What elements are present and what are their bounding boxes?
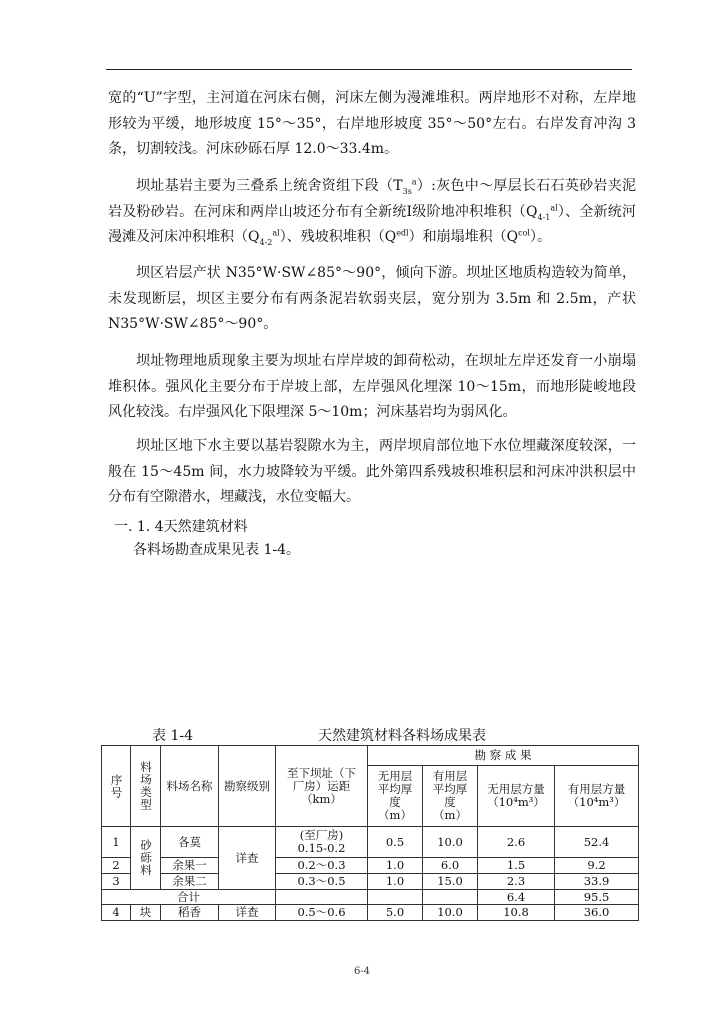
cell-name: 稻香 bbox=[161, 905, 219, 921]
header-waste-thickness: 无用层 平均厚 度 （m） bbox=[368, 766, 423, 827]
cell-useful-volume: 33.9 bbox=[555, 874, 639, 890]
header-useful-thickness: 有用层 平均厚 度 （m） bbox=[423, 766, 478, 827]
cell-level: 详查 bbox=[219, 827, 276, 890]
header-useful-volume: 有用层方量 （10⁴m³） bbox=[555, 766, 639, 827]
cell-waste-volume: 1.5 bbox=[478, 858, 555, 874]
cell-useful-thickness: 10.0 bbox=[423, 905, 478, 921]
cell-distance: 0.5～0.6 bbox=[276, 905, 368, 921]
header-name: 料场名称 bbox=[161, 746, 219, 827]
table-row bbox=[102, 905, 639, 921]
cell-seq: 3 bbox=[102, 874, 131, 890]
table-label: 表 1-4 bbox=[152, 728, 193, 744]
header-distance: 至下坝址（下 厂房）运距 （km） bbox=[276, 746, 368, 827]
cell-distance: 0.2～0.3 bbox=[276, 858, 368, 874]
header-type: 料场类型 bbox=[131, 746, 161, 827]
cell-seq: 4 bbox=[102, 905, 131, 921]
cell-name: 余果二 bbox=[161, 874, 219, 890]
table-row bbox=[102, 874, 639, 890]
cell-type-block: 块 bbox=[131, 905, 161, 921]
cell-seq: 2 bbox=[102, 858, 131, 874]
cell-empty bbox=[276, 890, 368, 905]
materials-table bbox=[101, 745, 639, 921]
header-waste-volume: 无用层方量 （10⁴m³） bbox=[478, 766, 555, 827]
cell-level: 详查 bbox=[219, 905, 276, 921]
table-title: 天然建筑材料各料场成果表 bbox=[318, 728, 486, 744]
cell-useful-volume: 36.0 bbox=[555, 905, 639, 921]
cell-waste-volume: 2.3 bbox=[478, 874, 555, 890]
cell-total-useful-volume: 95.5 bbox=[555, 890, 639, 905]
paragraph-bedrock: 坝址基岩主要为三叠系上统舍资组下段$(T_{3s}^a)$:灰色中～厚层长石石英砂岩夹泥岩及粉砂岩。在河床和两岸山坡还分布有全新统Ⅰ级阶地冲积堆积$(Q_{4-1}^{al})$、全新统河漫滩及河床冲积堆积$(Q_{4-2}^{al})$、残坡积堆积$(Q^{edl})$和崩塌堆积$(Q^{col})$。 bbox=[108, 177, 636, 247]
cell-waste-thickness: 1.0 bbox=[368, 858, 423, 874]
section-note: 各料场勘查成果见表 1-4。 bbox=[133, 542, 300, 558]
cell-total-label: 合计 bbox=[102, 890, 276, 905]
section-heading: 一. 1. 4天然建筑材料 bbox=[114, 519, 248, 535]
table-row bbox=[102, 858, 639, 874]
header-results: 勘 察 成 果 bbox=[368, 746, 639, 766]
cell-empty bbox=[423, 890, 478, 905]
cell-useful-volume: 9.2 bbox=[555, 858, 639, 874]
paragraph-physical-geology: 坝址物理地质现象主要为坝址右岸岸坡的卸荷松动，在坝址左岸还发育一小崩塌堆积体。强风化主要分布于岸坡上部，左岸强风化埋深 10～15m，而地形陡峻地段风化较浅。右岸强风化下限埋深 5～10m；河床基岩均为弱风化。 bbox=[108, 353, 636, 420]
cell-distance: 0.3～0.5 bbox=[276, 874, 368, 890]
cell-waste-thickness: 5.0 bbox=[368, 905, 423, 921]
cell-waste-thickness: 1.0 bbox=[368, 874, 423, 890]
paragraph-groundwater: 坝址区地下水主要以基岩裂隙水为主，两岸坝肩部位地下水位埋藏深度较深，一般在 15～45m 间，水力坡降较为平缓。此外第四系残坡积堆积层和河床冲洪积层中分布有空隙潜水，埋藏浅，水位变幅大。 bbox=[108, 438, 636, 505]
page-number: 6-4 bbox=[353, 966, 371, 977]
cell-distance: (至厂房) 0.15-0.2 bbox=[276, 827, 368, 858]
cell-useful-thickness: 15.0 bbox=[423, 874, 478, 890]
table-row bbox=[102, 827, 639, 858]
cell-waste-thickness: 0.5 bbox=[368, 827, 423, 858]
cell-useful-thickness: 10.0 bbox=[423, 827, 478, 858]
cell-empty bbox=[368, 890, 423, 905]
header-level: 勘察级别 bbox=[219, 746, 276, 827]
cell-name: 各莫 bbox=[161, 827, 219, 858]
cell-waste-volume: 2.6 bbox=[478, 827, 555, 858]
cell-waste-volume: 10.8 bbox=[478, 905, 555, 921]
cell-type-gravel: 砂砾料 bbox=[131, 827, 161, 890]
table-total-row bbox=[102, 890, 639, 905]
cell-seq: 1 bbox=[102, 827, 131, 858]
paragraph-rock-attitude: 坝区岩层产状 N35°W·SW∠85°～90°，倾向下游。坝址区地质构造较为简单，未发现断层，坝区主要分布有两条泥岩软弱夹层，宽分别为 3.5m 和 2.5m，产状 N35°W·SW∠85°～90°。 bbox=[108, 265, 636, 332]
cell-useful-volume: 52.4 bbox=[555, 827, 639, 858]
paragraph-valley: 宽的“U”字型，主河道在河床右侧，河床左侧为漫滩堆积。两岸地形不对称，左岸地形较为平缓，地形坡度 15°～35°，右岸地形坡度 35°～50°左右。右岸发育冲沟 3 条，切割较浅。河床砂砾石厚 12.0～33.4m。 bbox=[108, 90, 636, 157]
cell-name: 余果一 bbox=[161, 858, 219, 874]
cell-useful-thickness: 6.0 bbox=[423, 858, 478, 874]
cell-total-waste-volume: 6.4 bbox=[478, 890, 555, 905]
header-seq: 序号 bbox=[102, 746, 131, 827]
header-rule bbox=[106, 69, 632, 70]
